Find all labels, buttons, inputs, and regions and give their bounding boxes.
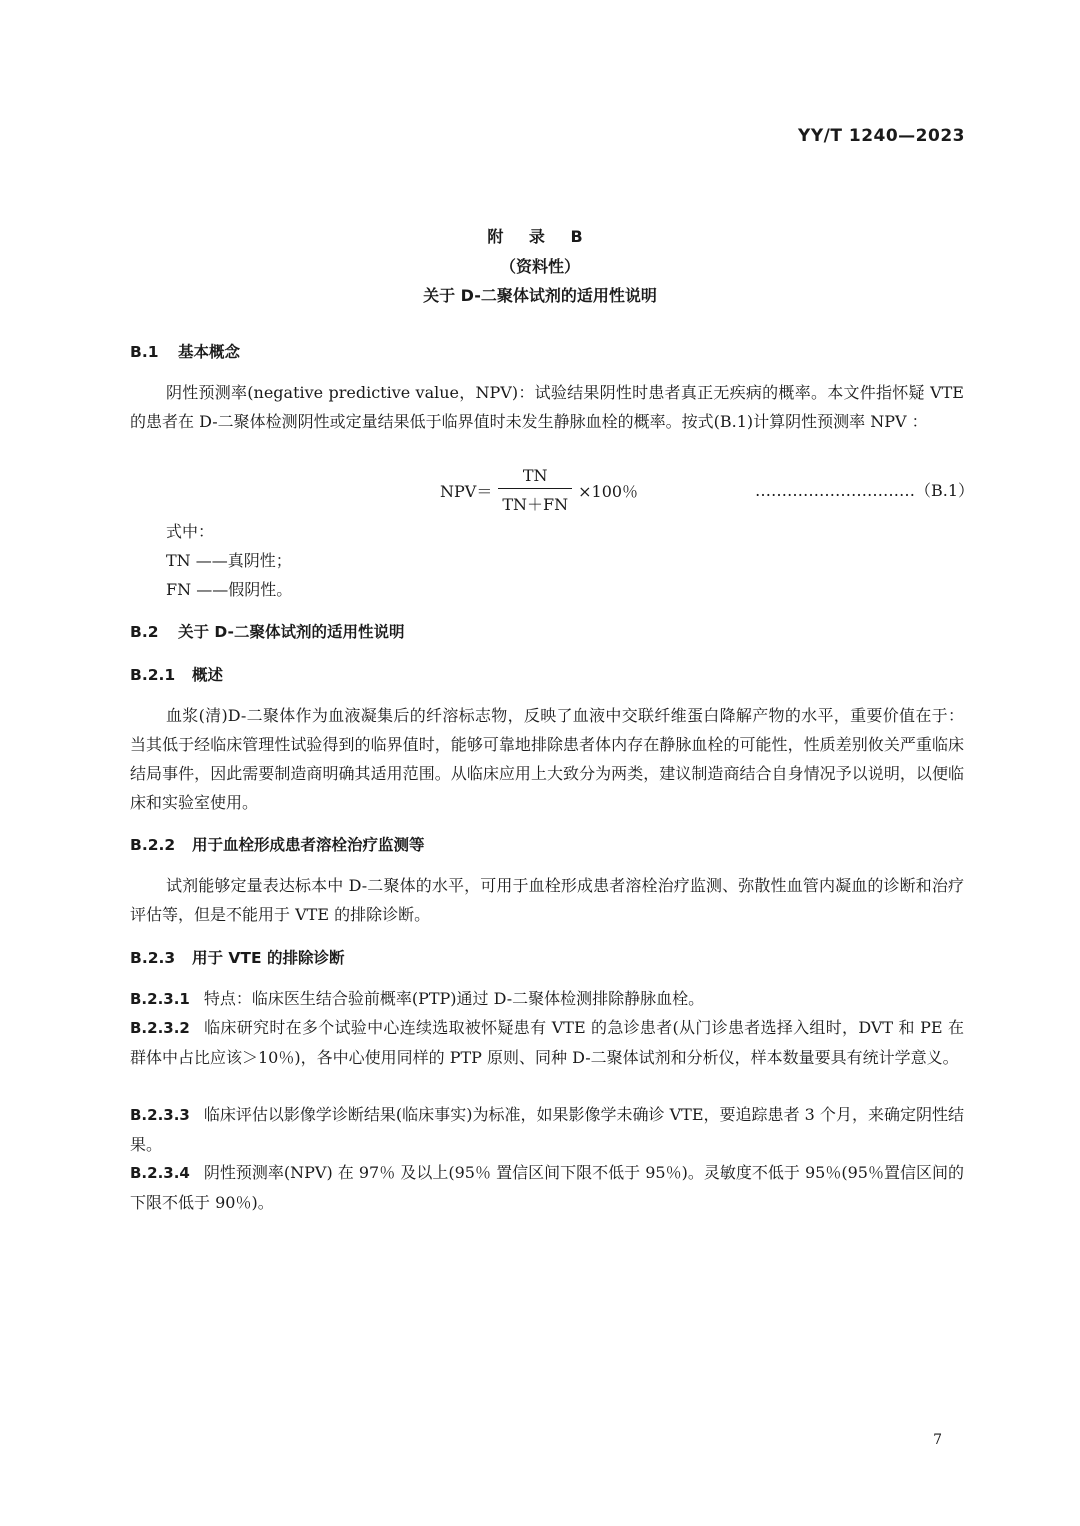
section-number: B.2.1 <box>130 666 176 684</box>
definition-item: TN ——真阴性； <box>166 551 292 570</box>
clause-number: B.2.3.3 <box>130 1106 190 1124</box>
definition-item: FN ——假阴性。 <box>166 580 293 599</box>
section-number: B.1 <box>130 343 159 361</box>
clause-b233 <box>130 1100 964 1159</box>
equation-number: …………………………（B.1） <box>755 481 975 500</box>
clause-number: B.2.3.1 <box>130 990 190 1008</box>
formula-denominator: TN＋FN <box>502 494 569 514</box>
formula-fraction <box>498 466 572 515</box>
section-title: 概述 <box>192 666 224 684</box>
formula-rhs: ×100％ <box>578 481 639 501</box>
clause-b232 <box>130 1013 964 1072</box>
clause-b234 <box>130 1158 964 1217</box>
section-number: B.2.3 <box>130 949 176 967</box>
section-heading-b2 <box>130 620 404 642</box>
npv-formula <box>440 467 638 513</box>
section-title: 用于血栓形成患者溶栓治疗监测等 <box>192 836 425 854</box>
formula-lhs: NPV＝ <box>440 481 493 501</box>
appendix-type: （资料性） <box>499 257 580 276</box>
section-heading-b1 <box>130 340 240 362</box>
section-title: 基本概念 <box>178 343 241 361</box>
paragraph-b1: 阴性预测率(negative predictive value，NPV)：试验结果阴性时患者真正无疾病的概率。本文件指怀疑 VTE 的患者在 D-二聚体检测阴性或定量结果低于临界值时未发生静脉血栓的概率。按式(B.1)计算阴性预测率 NPV ： <box>130 383 964 431</box>
clause-number: B.2.3.4 <box>130 1164 190 1182</box>
page-number: 7 <box>933 1432 942 1448</box>
appendix-title: 附 录 B <box>487 227 593 246</box>
clause-text: 特点：临床医生结合验前概率(PTP)通过 D-二聚体检测排除静脉血栓。 <box>203 989 705 1008</box>
clause-text: 临床研究时在多个试验中心连续选取被怀疑患有 VTE 的急诊患者(从门诊患者选择入组时，DVT 和 PE 在群体中占比应该＞10％)，各中心使用同样的 PTP 原则、同种 D-二聚体试剂和分析仪，样本数量要具有统计学意义。 <box>130 1018 964 1067</box>
definitions <box>166 517 292 604</box>
clause-number: B.2.3.2 <box>130 1019 190 1037</box>
paragraph-b21: 血浆(清)D-二聚体作为血液凝集后的纤溶标志物，反映了血液中交联纤维蛋白降解产物的水平，重要价值在于：当其低于经临床管理性试验得到的临界值时，能够可靠地排除患者体内存在静脉血栓的可能性，性质差别攸关严重临床结局事件，因此需要制造商明确其适用范围。从临床应用上大致分为两类，建议制造商结合自身情况予以说明，以便临床和实验室使用。 <box>130 706 964 812</box>
formula-numerator: TN <box>522 465 548 485</box>
section-number: B.2.2 <box>130 836 176 854</box>
section-heading-b21 <box>130 663 223 685</box>
standard-number: YY/T 1240—2023 <box>798 126 965 146</box>
section-number: B.2 <box>130 623 159 641</box>
section-heading-b23 <box>130 946 344 968</box>
section-heading-b22 <box>130 833 425 855</box>
section-title: 关于 D-二聚体试剂的适用性说明 <box>178 623 405 641</box>
clause-text: 阴性预测率(NPV) 在 97％ 及以上(95％ 置信区间下限不低于 95％)。灵敏度不低于 95％(95％置信区间的下限不低于 90％)。 <box>130 1163 964 1212</box>
where-label: 式中： <box>166 522 215 541</box>
paragraph-b22: 试剂能够定量表达标本中 D-二聚体的水平，可用于血栓形成患者溶栓治疗监测、弥散性血管内凝血的诊断和治疗评估等，但是不能用于 VTE 的排除诊断。 <box>130 876 964 924</box>
clause-b231 <box>130 984 964 1014</box>
clause-text: 临床评估以影像学诊断结果(临床事实)为标准，如果影像学未确诊 VTE，要追踪患者 3 个月，来确定阴性结果。 <box>130 1105 964 1154</box>
appendix-main-title: 关于 D-二聚体试剂的适用性说明 <box>423 286 657 305</box>
section-title: 用于 VTE 的排除诊断 <box>192 949 345 967</box>
